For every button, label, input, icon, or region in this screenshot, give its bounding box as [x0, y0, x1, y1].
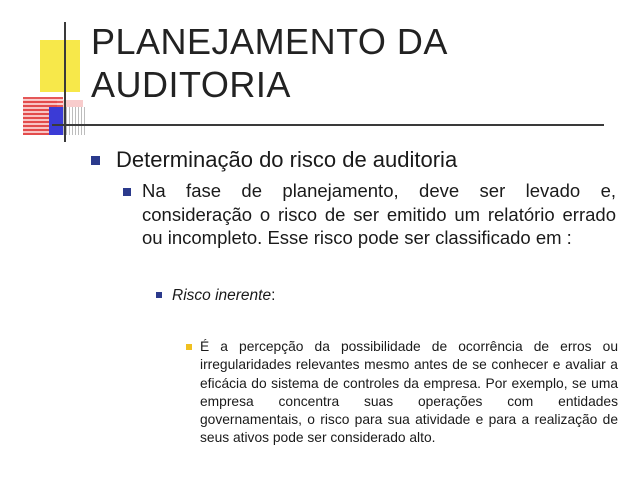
bullet-level-4-text: É a percepção da possibilidade de ocorrência de erros ou irregularidades relevantes mesmo antes de se conhecer e avaliar a eficácia do sistema de controles da empresa. Por exemplo, se uma empresa concentra suas operações com entidades governamentais, o risco para sua atividade e para a realização de seus ativos pode ser considerado alto. — [200, 339, 618, 446]
risk-term: Risco inerente — [172, 287, 272, 304]
bullet-level-4 — [186, 338, 618, 448]
square-bullet-icon — [186, 344, 192, 350]
bullet-level-3 — [156, 286, 616, 306]
square-bullet-icon — [123, 188, 131, 196]
bullet-level-1-text: Determinação do risco de auditoria — [116, 147, 458, 172]
decorative-blue-square — [49, 107, 63, 135]
risk-term-suffix: : — [271, 287, 276, 304]
square-bullet-icon — [156, 292, 162, 298]
bullet-level-3-text — [172, 286, 275, 306]
slide-title: PLANEJAMENTO DA AUDITORIA — [91, 21, 446, 105]
decorative-grey-striped-square — [63, 107, 87, 135]
bullet-level-2 — [123, 179, 616, 250]
title-underline — [52, 124, 604, 126]
bullet-level-1 — [91, 146, 611, 174]
square-bullet-icon — [91, 156, 100, 165]
bullet-level-2-text: Na fase de planejamento, deve ser levado e, consideração o risco de ser emitido um relatório errado ou incompleto. Esse risco pode ser classificado em : — [142, 180, 616, 248]
decorative-yellow-square — [40, 40, 80, 92]
